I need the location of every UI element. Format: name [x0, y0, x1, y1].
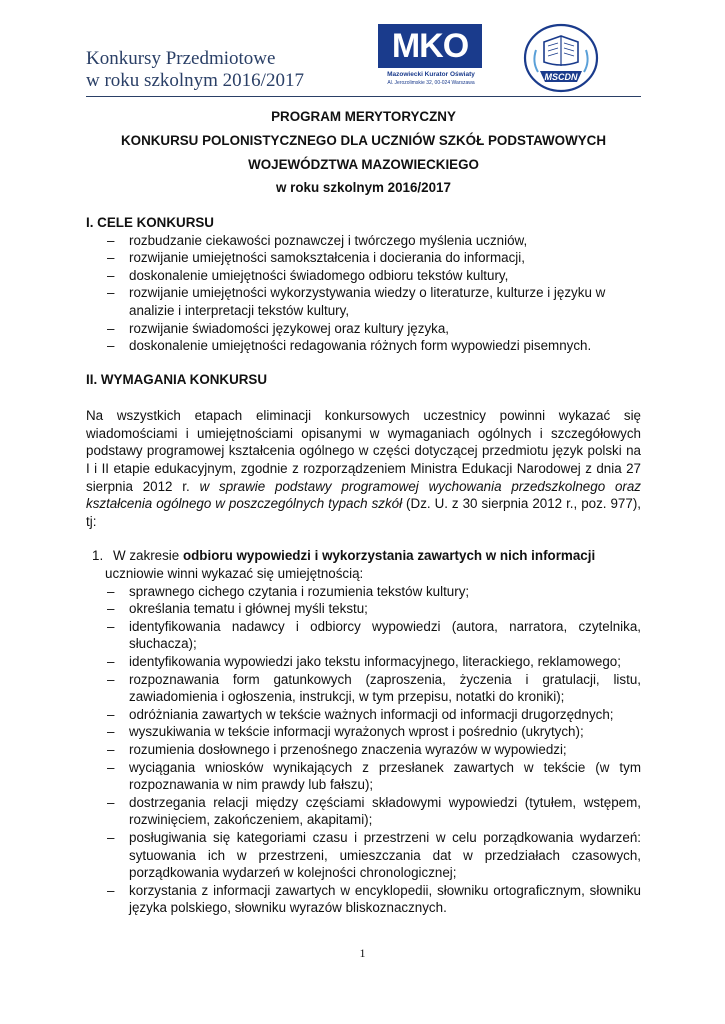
title-line-1: PROGRAM MERYTORYCZNY [271, 109, 456, 124]
point-1-prefix: W zakresie [113, 548, 183, 564]
list-item: – odróżniania zawartych w tekście ważnych informacji od informacji drugorzędnych; [86, 706, 641, 724]
mko-logo-name: Mazowiecki Kurator Oświaty [387, 71, 475, 78]
point-1-heading [86, 547, 641, 565]
list-item: – określania tematu i głównej myśli tekstu; [86, 600, 641, 618]
mko-logo-address: Al. Jerozolimskie 32, 00-024 Warszawa [387, 80, 475, 86]
list-item: – identyfikowania wypowiedzi jako tekstu informacyjnego, literackiego, reklamowego; [86, 653, 641, 671]
page-number: 1 [359, 946, 366, 960]
point-1-line2: uczniowie winni wykazać się umiejętnością: [105, 566, 364, 582]
list-item: – wyszukiwania w tekście informacji wyrażonych wprost i pośrednio (ukrytych); [86, 723, 641, 741]
document-body [86, 108, 641, 917]
header-title [86, 48, 304, 92]
list-item: – doskonalenie umiejętności redagowania różnych form wypowiedzi pisemnych. [86, 337, 641, 355]
section-requirements [86, 371, 641, 917]
section-goals [86, 214, 641, 355]
point-1-list [86, 583, 641, 917]
paragraph-italic: w sprawie podstawy programowej wychowania przedszkolnego oraz kształcenia ogólnego w poszczególnych typach szkół [86, 478, 641, 512]
requirements-paragraph [86, 407, 641, 530]
mscdn-emblem-icon [522, 22, 600, 94]
list-item: – rozwijanie umiejętności wykorzystywania wiedzy o literaturze, kulturze i języku w analizie i interpretacji tekstów kultury, [86, 284, 641, 319]
mko-logo [375, 24, 487, 94]
page-header [86, 22, 641, 96]
section-goals-heading: I. CELE KONKURSU [86, 214, 214, 230]
mscdn-logo [522, 22, 600, 94]
mscdn-label: MSCDN [544, 72, 578, 82]
list-item: – identyfikowania nadawcy i odbiorcy wypowiedzi (autora, narratora, czytelnika, słuchacza); [86, 618, 641, 653]
list-item: – doskonalenie umiejętności świadomego odbioru tekstów kultury, [86, 267, 641, 285]
list-item: – rozbudzanie ciekawości poznawczej i twórczego myślenia uczniów, [86, 232, 641, 250]
section-requirements-heading: II. WYMAGANIA KONKURSU [86, 371, 268, 387]
header-divider [86, 96, 641, 97]
list-item: – dostrzegania relacji między częściami składowymi wypowiedzi (tytułem, wstępem, rozwinięciem, zakończeniem, akapitami); [86, 794, 641, 829]
paragraph-text-end: (Dz. U. z 30 sierpnia 2012 r., poz. 977), tj: [86, 496, 641, 529]
mko-logo-letters: MKO [391, 27, 469, 65]
list-item: – rozwijanie świadomości językowej oraz kultury języka, [86, 320, 641, 338]
list-item: – rozwijanie umiejętności samokształcenia i docierania do informacji, [86, 249, 641, 267]
list-item: – wyciągania wniosków wynikających z przesłanek zawartych w tekście (w tym rozpoznawania w nim prawdy lub fałszu); [86, 759, 641, 794]
header-title-line1: Konkursy Przedmiotowe [86, 48, 276, 69]
list-item: – sprawnego cichego czytania i rozumienia tekstów kultury; [86, 583, 641, 601]
point-1-bold: odbioru wypowiedzi i wykorzystania zawartych w nich informacji [182, 548, 596, 564]
paragraph-text: Na wszystkich etapach eliminacji konkursowych uczestnicy powinni wykazać się wiadomościami i umiejętnościami opisanymi w wymaganiach ogólnych i szczegółowych podstawy programowej kształcenia ogólnego w części dotyczącej przedmiotu język polski na I i II etapie edukacyjnym, zgodnie z rozporządzeniem Ministra Edukacji Narodowej z dnia 27 sierpnia 2012 r. [86, 408, 641, 494]
list-item: – posługiwania się kategoriami czasu i przestrzeni w celu porządkowania wydarzeń: sytuowania ich w przestrzeni, umieszczania dat w przedziałach czasowych, porządkowania wydarzeń w kolejności chronologicznej; [86, 829, 641, 882]
header-title-line2: w roku szkolnym 2016/2017 [86, 70, 304, 91]
goals-list [86, 232, 641, 355]
title-line-4: w roku szkolnym 2016/2017 [276, 180, 451, 196]
point-1-number: 1. [92, 548, 104, 564]
document-titles [86, 108, 641, 197]
title-line-3: WOJEWÓDZTWA MAZOWIECKIEGO [248, 156, 479, 172]
list-item: – rozpoznawania form gatunkowych (zaproszenia, życzenia i gratulacji, listu, zawiadomienia i ogłoszenia, instrukcji, w tym przepisu, notatki do kroniki); [86, 671, 641, 706]
title-line-2: KONKURSU POLONISTYCZNEGO DLA UCZNIÓW SZKÓŁ PODSTAWOWYCH [120, 132, 607, 148]
list-item: – korzystania z informacji zawartych w encyklopedii, słowniku ortograficznym, słowniku języka polskiego, słowniku wyrazów bliskoznacznych. [86, 882, 641, 917]
point-1 [86, 547, 641, 916]
list-item: – rozumienia dosłownego i przenośnego znaczenia wyrazów w wypowiedzi; [86, 741, 641, 759]
